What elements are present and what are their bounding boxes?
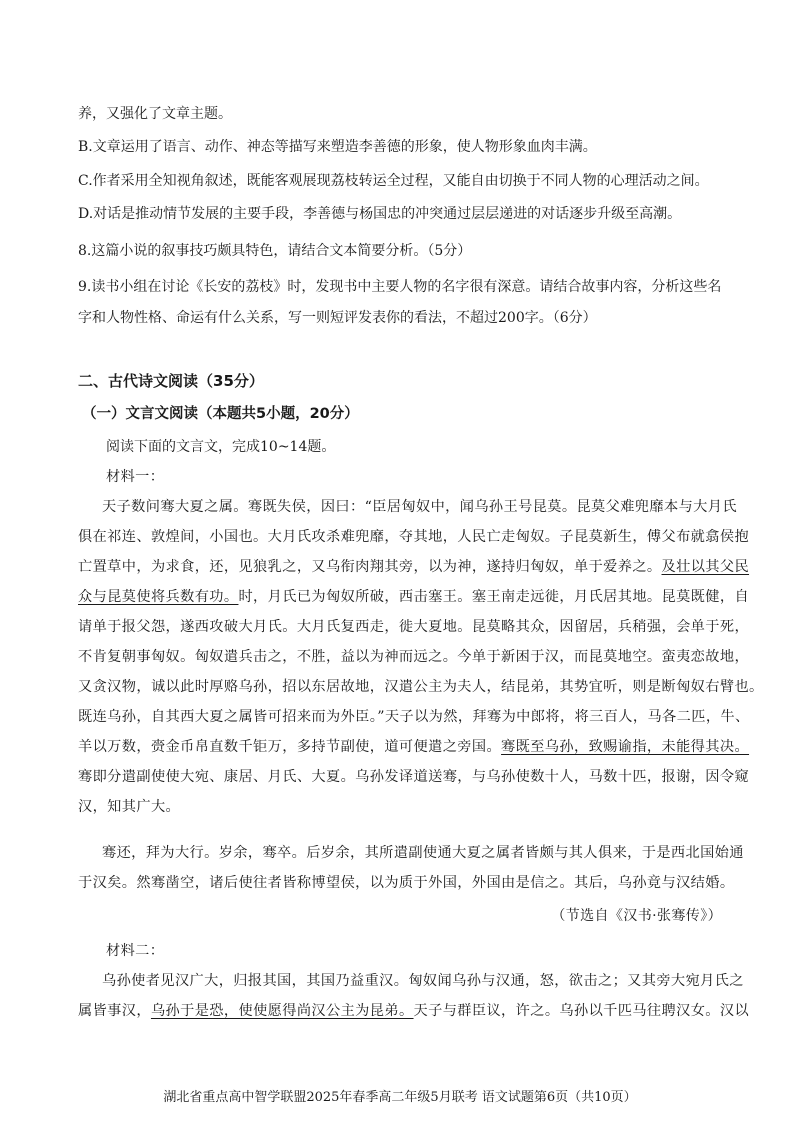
material-1-line: 不肯复朝事匈奴。匈奴遣兵击之，不胜，益以为神而远之。今单于新困于汉，而昆莫地空。蛮夷恋故地， [78,649,750,665]
underlined-sentence: 骞既至乌孙，致赐谕指，未能得其决。 [501,739,750,755]
material-1-text: 时，月氏已为匈奴所破，西击塞王。塞王南走远徙，月氏居其地。昆莫既健，自 [238,589,750,605]
material-1-line: 既连乌孙，自其西大夏之属皆可招来而为外臣。”天子以为然，拜骞为中郎将，将三百人，马各二匹，牛、 [78,709,750,725]
material-1-line: 请单于报父怨，遂西攻破大月氏。大月氏复西走，徙大夏地。昆莫略其众，因留居，兵稍强，会单于死， [78,619,750,635]
material-1-line: 天子数问骞大夏之属。骞既失侯，因曰：“臣居匈奴中，闻乌孙王号昆莫。昆莫父难兜靡本与大月氏 [102,499,737,515]
material-2-label: 材料二： [106,943,165,959]
material-1-line: 于汉矣。然骞凿空，诸后使往者皆称博望侯，以为质于外国，外国由是信之。其后，乌孙竟与汉结婚。 [78,875,735,891]
material-1-line [78,556,750,576]
material-1-line: 骞即分遣副使使大宛、康居、月氏、大夏。乌孙发译道送骞，与乌孙使数十人，马数十匹，报谢，因令窥 [78,769,750,785]
material-2-line [78,1000,750,1020]
material-2-text: 属皆事汉， [78,1003,151,1019]
material-1-line [78,586,750,606]
question-8: 8.这篇小说的叙事技巧颇具特色，请结合文本简要分析。（5分） [78,243,472,259]
section-title: 二、古代诗文阅读（35分） [78,372,264,390]
material-1-line [78,736,750,756]
section-subtitle: （一）文言文阅读（本题共5小题，20分） [82,406,359,422]
question-9-line-1: 9.读书小组在讨论《长安的荔枝》时，发现书中主要人物的名字很有深意。请结合故事内容，分析这些名 [78,279,722,295]
section-instruction: 阅读下面的文言文，完成10~14题。 [106,439,336,455]
material-1-text: 羊以万数，赍金币帛直数千钜万，多持节副使，道可便遣之旁国。 [78,739,502,755]
material-1-source: （节选自《汉书·张骞传》） [551,908,722,924]
option-d: D.对话是推动情节发展的主要手段，李善德与杨国忠的冲突通过层层递进的对话逐步升级至高潮。 [78,206,682,222]
option-a-continuation: 养，又强化了文章主题。 [78,106,232,122]
material-2-text: 天子与群臣议，许之。乌孙以千匹马往聘汉女。汉以 [413,1003,750,1019]
page-footer: 湖北省重点高中智学联盟2025年春季高二年级5月联考 语文试题第6页（共10页） [163,1090,637,1105]
material-1-line: 俱在祁连、敦煌间，小国也。大月氏攻杀难兜靡，夺其地，人民亡走匈奴。子昆莫新生，傅父布就翕侯抱 [78,529,750,545]
option-c: C.作者采用全知视角叙述，既能客观展现荔枝转运全过程，又能自由切换于不同人物的心理活动之间。 [78,173,709,189]
material-1-label: 材料一： [106,469,165,485]
material-2-line: 乌孙使者见汉广大，归报其国，其国乃益重汉。匈奴闻乌孙与汉通，怒，欲击之；又其旁大宛月氏之 [102,973,744,989]
option-b: B.文章运用了语言、动作、神态等描写来塑造李善德的形象，使人物形象血肉丰满。 [78,139,597,155]
material-1-line: 骞还，拜为大行。岁余，骞卒。后岁余，其所遣副使通大夏之属者皆颇与其人俱来，于是西北国始通 [102,845,744,861]
material-1-line: 又贪汉物，诚以此时厚赂乌孙，招以东居故地，汉遣公主为夫人，结昆弟，其势宜听，则是断匈奴右臂也。 [78,679,764,695]
underlined-sentence: 乌孙于是恐，使使愿得尚汉公主为昆弟。 [150,1003,414,1019]
question-9-line-2: 字和人物性格、命运有什么关系，写一则短评发表你的看法，不超过200字。（6分） [78,310,597,326]
underlined-sentence: 及壮以其父民 [661,559,750,575]
underlined-sentence: 众与昆莫使将兵数有功。 [78,589,239,605]
material-1-text: 亡置草中，为求食，还，见狼乳之，又乌衔肉翔其旁，以为神，遂持归匈奴，单于爱养之。 [78,559,662,575]
material-1-line: 汉，知其广大。 [78,799,181,815]
